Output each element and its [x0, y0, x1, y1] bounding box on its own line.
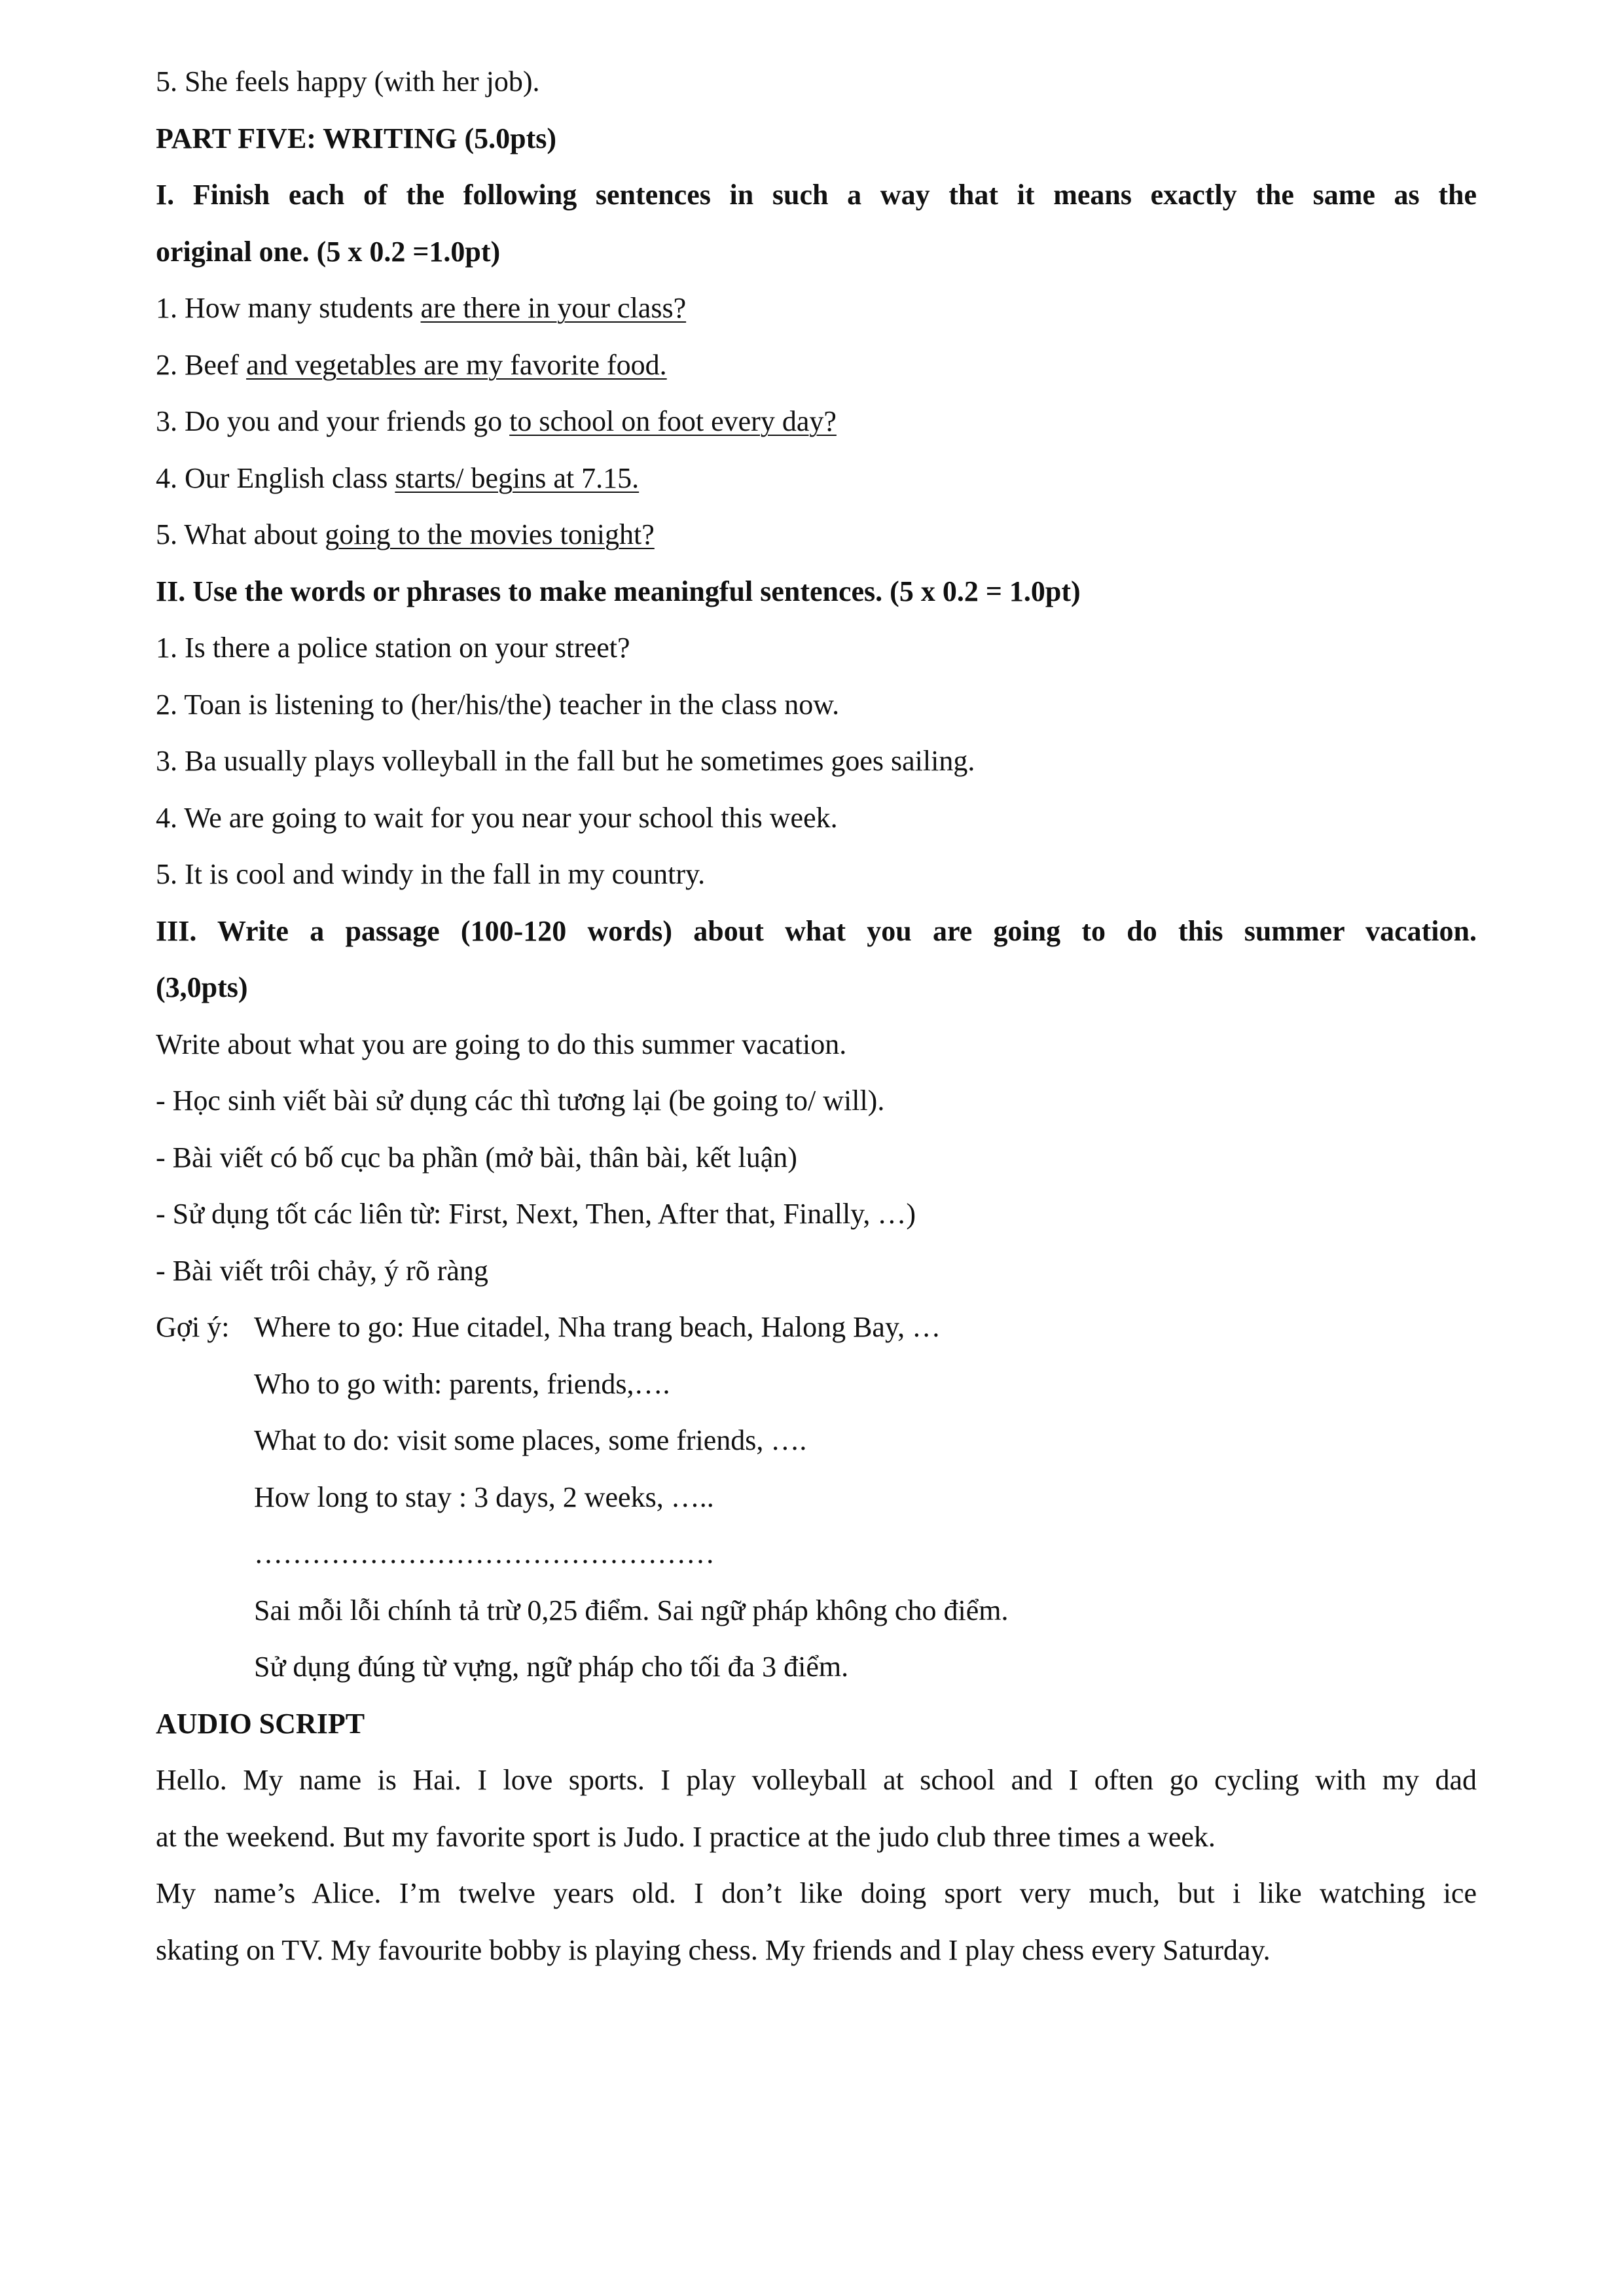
audio-script-heading: AUDIO SCRIPT: [156, 1707, 365, 1740]
item-prompt: 1. How many students: [156, 292, 421, 324]
section2-item: 4. We are going to wait for you near your school this week.: [156, 801, 838, 834]
section1-heading-line1: I. Finish each of the following sentences in such a way that it means exactly the same as the: [156, 179, 1477, 211]
grading-note: Sử dụng đúng từ vựng, ngữ pháp cho tối đa 3 điểm.: [254, 1651, 849, 1683]
item-prompt: 5. What about: [156, 518, 325, 550]
previous-answer: 5. She feels happy (with her job).: [156, 65, 540, 98]
section3-heading-line2: (3,0pts): [156, 971, 248, 1003]
audio-paragraph2-line1: My name’s Alice. I’m twelve years old. I don’t like doing sport very much, but i like watching ice: [156, 1877, 1477, 1909]
hint-item: How long to stay : 3 days, 2 weeks, …..: [254, 1480, 714, 1513]
audio-paragraph1-line2: at the weekend. But my favorite sport is Judo. I practice at the judo club three times a week.: [156, 1820, 1216, 1853]
hint-item: Where to go: Hue citadel, Nha trang beach, Halong Bay, …: [254, 1311, 941, 1343]
hint-label: Gợi ý:: [156, 1311, 230, 1343]
criteria-item: - Bài viết có bố cục ba phần (mở bài, thân bài, kết luận): [156, 1141, 797, 1174]
item-answer: and vegetables are my favorite food.: [246, 348, 667, 381]
hint-row: [156, 1299, 1477, 1356]
audio-paragraph1-line1: Hello. My name is Hai. I love sports. I play volleyball at school and I often go cycling with my dad: [156, 1764, 1477, 1796]
hint-ellipsis: …………………………………………: [254, 1537, 715, 1570]
section1-heading-line2: original one. (5 x 0.2 =1.0pt): [156, 235, 501, 268]
item-prompt: 2. Beef: [156, 348, 247, 381]
section1-item: [156, 280, 1477, 337]
section1-item: [156, 507, 1477, 564]
item-answer: to school on foot every day?: [509, 405, 837, 437]
section2-item: 2. Toan is listening to (her/his/the) teacher in the class now.: [156, 688, 840, 721]
hint-item: What to do: visit some places, some friends, ….: [254, 1424, 807, 1456]
hint-item: Who to go with: parents, friends,….: [254, 1367, 670, 1400]
section2-item: 1. Is there a police station on your street?: [156, 632, 630, 664]
document-page: [156, 54, 1477, 1979]
item-answer: going to the movies tonight?: [325, 518, 655, 550]
section3-heading-line1: III. Write a passage (100-120 words) about what you are going to do this summer vacation.: [156, 914, 1477, 947]
item-answer: are there in your class?: [420, 292, 687, 324]
section3-prompt: Write about what you are going to do this summer vacation.: [156, 1028, 847, 1060]
criteria-item: - Bài viết trôi chảy, ý rõ ràng: [156, 1254, 488, 1287]
section2-heading: II. Use the words or phrases to make meaningful sentences. (5 x 0.2 = 1.0pt): [156, 575, 1081, 607]
criteria-item: - Sử dụng tốt các liên từ: First, Next, Then, After that, Finally, …): [156, 1198, 916, 1230]
section2-item: 5. It is cool and windy in the fall in my country.: [156, 858, 706, 890]
section1-item: [156, 393, 1477, 450]
grading-note: Sai mỗi lỗi chính tả trừ 0,25 điểm. Sai ngữ pháp không cho điểm.: [254, 1594, 1009, 1626]
audio-paragraph2-line2: skating on TV. My favourite bobby is playing chess. My friends and I play chess every Saturday.: [156, 1933, 1271, 1966]
section2-item: 3. Ba usually plays volleyball in the fall but he sometimes goes sailing.: [156, 745, 975, 777]
item-prompt: 3. Do you and your friends go: [156, 405, 510, 437]
section1-item: [156, 337, 1477, 394]
section1-item: [156, 450, 1477, 507]
item-prompt: 4. Our English class: [156, 461, 395, 494]
part-title: PART FIVE: WRITING (5.0pts): [156, 122, 557, 154]
item-answer: starts/ begins at 7.15.: [395, 461, 640, 494]
criteria-item: - Học sinh viết bài sử dụng các thì tương lại (be going to/ will).: [156, 1085, 885, 1117]
